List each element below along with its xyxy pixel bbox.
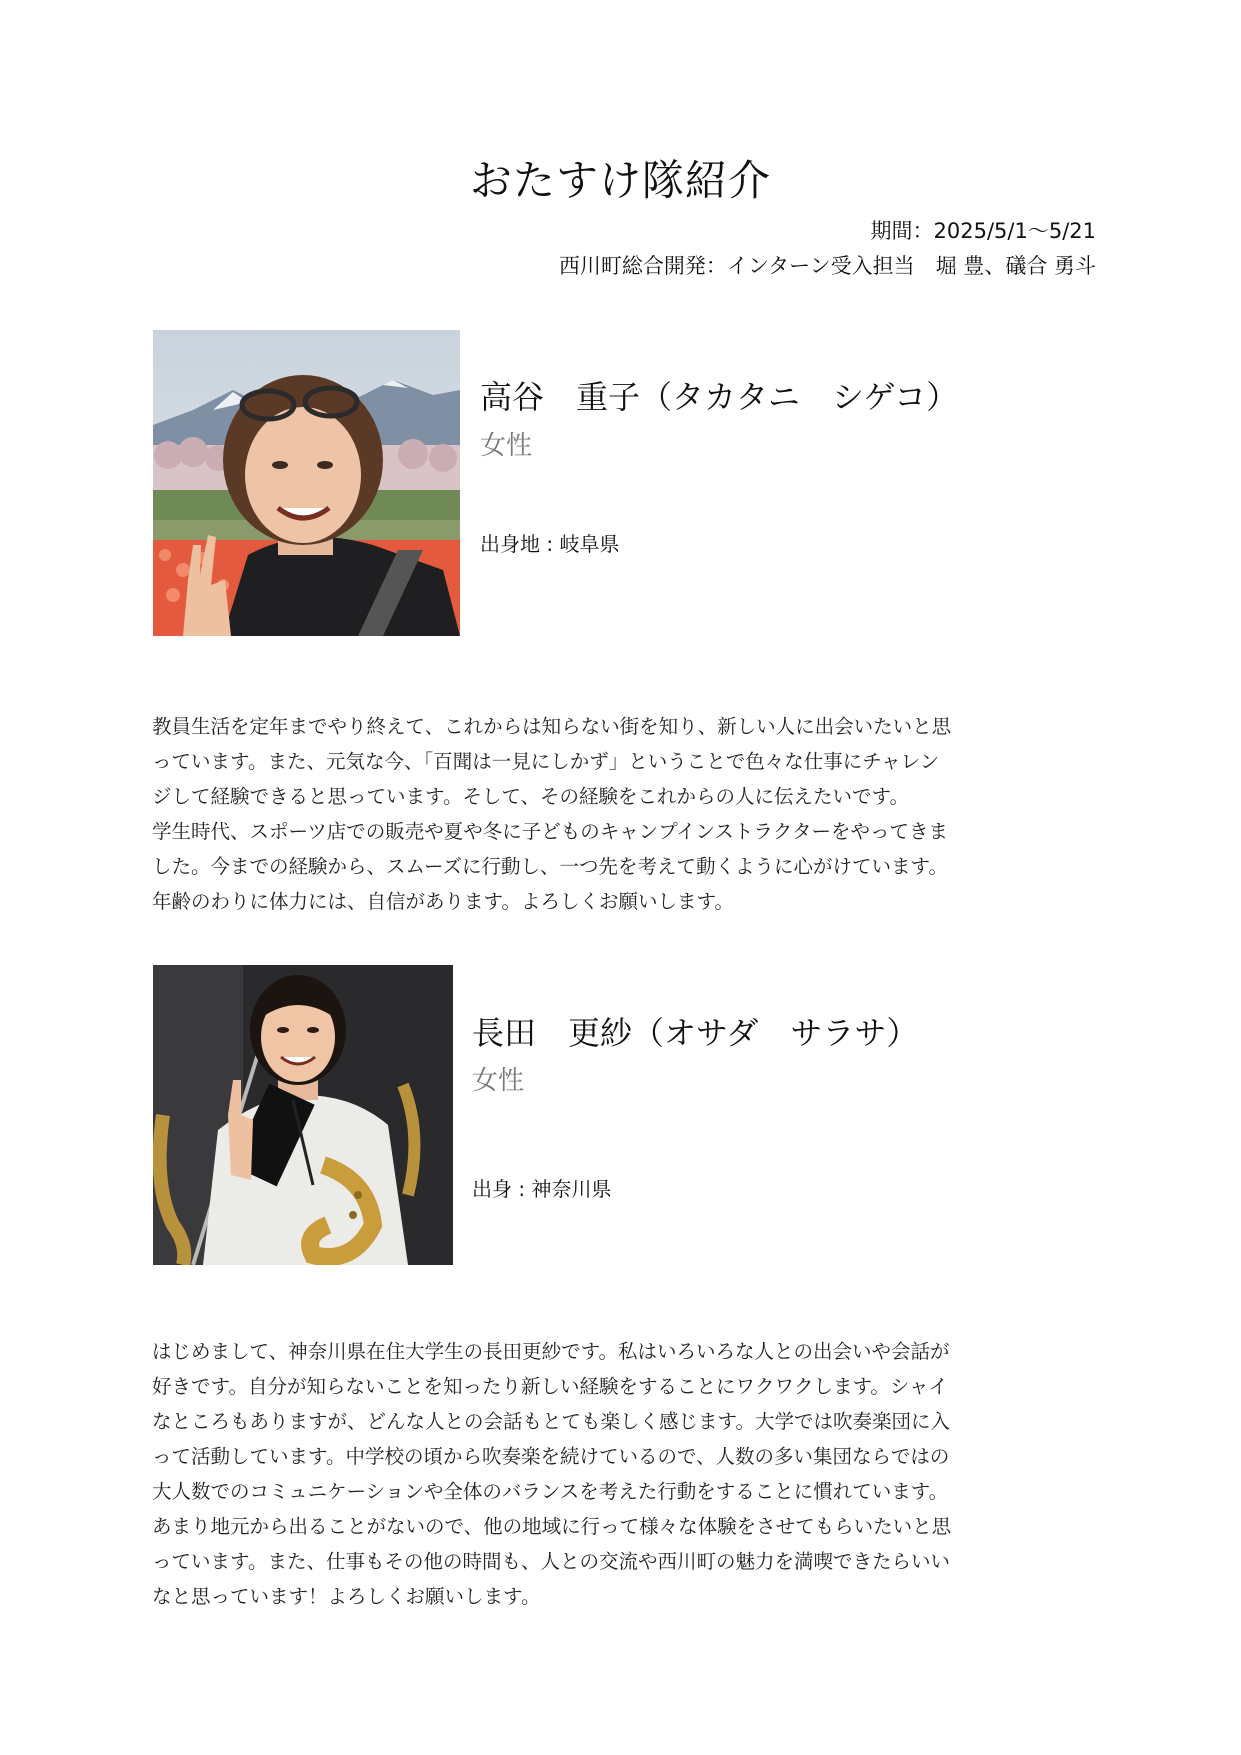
member-photo-osada bbox=[153, 965, 453, 1265]
bio-line: した。今までの経験から、スムーズに行動し、一つ先を考えて動くように心がけています。 bbox=[152, 855, 948, 878]
member-photo-takatani bbox=[153, 330, 460, 636]
bio-line: 学生時代、スポーツ店での販売や夏や冬に子どものキャンプインストラクターをやってきま bbox=[152, 820, 948, 843]
member-gender: 女性 bbox=[472, 1066, 525, 1096]
member-name: 高谷 重子（タカタニ シゲコ） bbox=[480, 378, 959, 416]
bio-line: 教員生活を定年までやり終えて、これからは知らない街を知り、新しい人に出会いたいと思 bbox=[152, 715, 952, 738]
bio-line: 好きです。自分が知らないことを知ったり新しい経験をすることにワクワクします。シャイ bbox=[152, 1375, 948, 1398]
member-name: 長田 更紗（オサダ サラサ） bbox=[472, 1014, 919, 1052]
bio-line: はじめまして、神奈川県在住大学生の長田更紗です。私はいろいろな人との出会いや会話が bbox=[152, 1340, 950, 1363]
bio-line: 大人数でのコミュニケーションや全体のバランスを考えた行動をすることに慣れています。 bbox=[152, 1480, 949, 1503]
member-gender: 女性 bbox=[480, 431, 533, 461]
staff-text: 西川町総合開発：インターン受入担当 堀 豊、礒合 勇斗 bbox=[558, 254, 1096, 278]
bio-line: ジして経験できると思っています。そして、その経験をこれからの人に伝えたいです。 bbox=[152, 785, 909, 808]
page-title: おたすけ隊紹介 bbox=[469, 156, 771, 205]
period-text: 期間：2025/5/1～5/21 bbox=[870, 219, 1096, 243]
member-bio bbox=[152, 709, 1097, 919]
member-origin: 出身 : 神奈川県 bbox=[472, 1177, 612, 1201]
bio-line: って活動しています。中学校の頃から吹奏楽を続けているので、人数の多い集団ならではの bbox=[152, 1445, 950, 1468]
member-origin: 出身地 : 岐阜県 bbox=[480, 532, 620, 556]
member-bio bbox=[152, 1334, 1097, 1614]
bio-line: っています。また、仕事もその他の時間も、人との交流や西川町の魅力を満喫できたらいい bbox=[152, 1550, 950, 1573]
bio-line: っています。また、元気な今、「百聞は一見にしかず」ということで色々な仕事にチャレン bbox=[152, 750, 940, 773]
bio-line: 年齢のわりに体力には、自信があります。よろしくお願いします。 bbox=[152, 890, 734, 913]
bio-line: あまり地元から出ることがないので、他の地域に行って様々な体験をさせてもらいたいと思 bbox=[152, 1515, 952, 1538]
bio-line: なと思っています！よろしくお願いします。 bbox=[152, 1585, 541, 1608]
bio-line: なところもありますが、どんな人との会話もとても楽しく感じます。大学では吹奏楽団に入 bbox=[152, 1410, 950, 1433]
